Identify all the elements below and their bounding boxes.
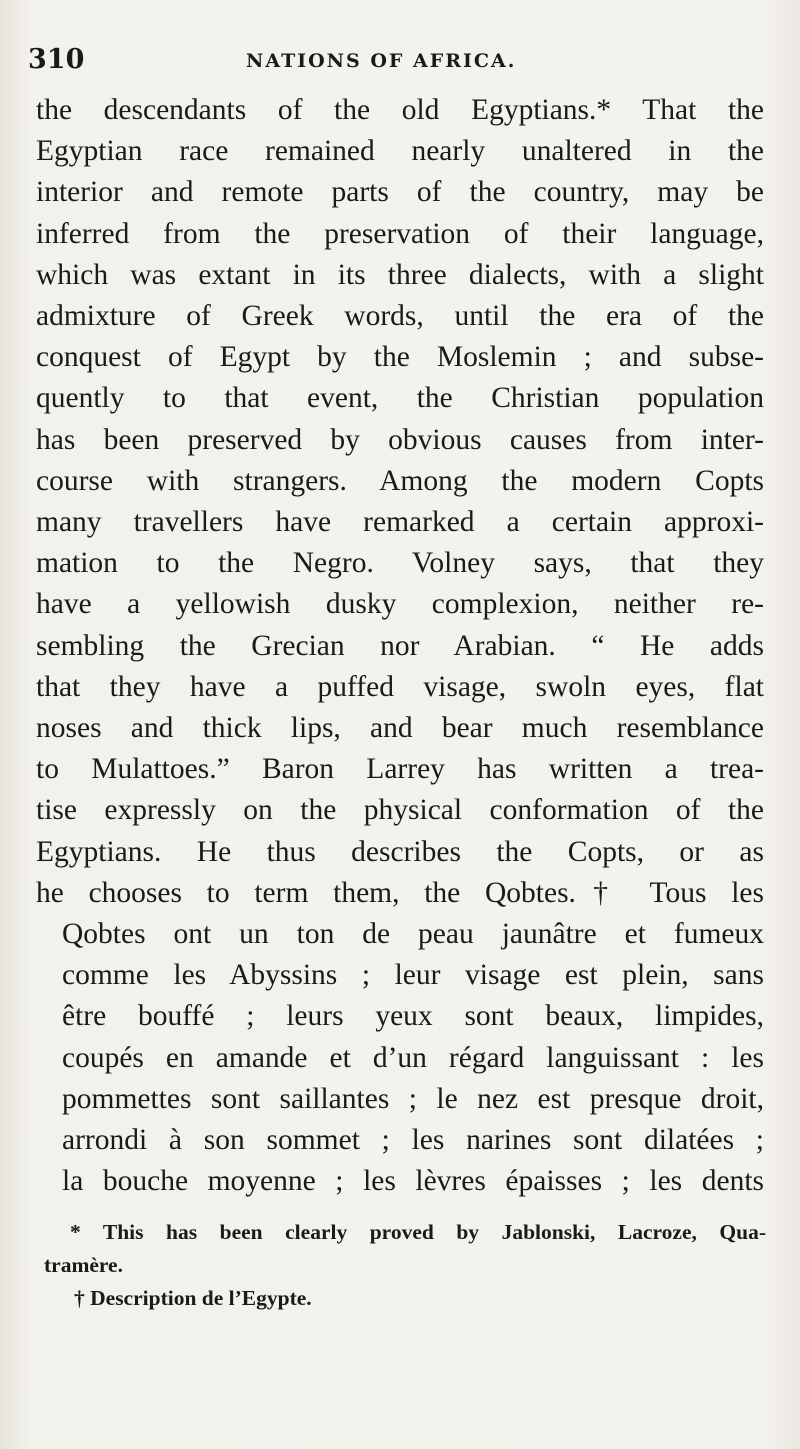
footnotes [44, 1216, 766, 1315]
text-line: Egyptian race remained nearly unaltered in the [36, 135, 764, 168]
text-line: interior and remote parts of the country, may be [36, 176, 764, 209]
page-number: 310 [28, 44, 85, 75]
text-line: arrondi à son sommet ; les narines sont dilatées ; [62, 1124, 764, 1157]
text-line: the descendants of the old Egyptians.* That the [36, 94, 764, 126]
footnote-1-continued: tramère. [44, 1253, 123, 1277]
text-line: admixture of Greek words, until the era of the [36, 300, 764, 333]
text-line: Egyptians. He thus describes the Copts, or as [36, 835, 764, 868]
text-line: have a yellowish dusky complexion, neither re- [36, 588, 764, 621]
text-line: which was extant in its three dialects, with a slight [36, 258, 764, 291]
text-line: la bouche moyenne ; les lèvres épaisses ; les dents [62, 1165, 764, 1198]
text-line: conquest of Egypt by the Moslemin ; and subse- [36, 341, 764, 374]
text-line: être bouffé ; leurs yeux sont beaux, limpides, [62, 1000, 764, 1033]
text-line: noses and thick lips, and bear much resemblance [36, 712, 764, 745]
text-line: to Mulattoes.” Baron Larrey has written a trea- [36, 753, 764, 786]
page-header [28, 44, 768, 84]
text-line: quently to that event, the Christian population [36, 382, 764, 415]
text-line: sembling the Grecian nor Arabian. “ He adds [36, 629, 764, 662]
text-line: comme les Abyssins ; leur visage est plein, sans [62, 959, 764, 992]
body-text [36, 90, 764, 1202]
footnote-2: † Description de l’Egypte. [74, 1286, 312, 1310]
text-line: course with strangers. Among the modern Copts [36, 464, 764, 497]
text-line: he chooses to term them, the Qobtes.† Tous les [36, 876, 764, 909]
text-line: pommettes sont saillantes ; le nez est presque droit, [62, 1082, 764, 1115]
running-head: NATIONS OF AFRICA. [246, 50, 517, 72]
text-line: that they have a puffed visage, swoln eyes, flat [36, 670, 764, 703]
text-line: inferred from the preservation of their language, [36, 217, 764, 250]
text-line: tise expressly on the physical conformation of the [36, 794, 764, 827]
text-line: Qobtes ont un ton de peau jaunâtre et fumeux [62, 918, 764, 951]
text-line: mation to the Negro. Volney says, that they [36, 547, 764, 580]
text-line: coupés en amande et d’un régard languissant : les [62, 1041, 764, 1074]
text-line: many travellers have remarked a certain approxi- [36, 506, 764, 539]
text-line: has been preserved by obvious causes from inter- [36, 423, 764, 456]
footnote-1: * This has been clearly proved by Jablonski, Lacroze, Qua- [70, 1220, 766, 1244]
